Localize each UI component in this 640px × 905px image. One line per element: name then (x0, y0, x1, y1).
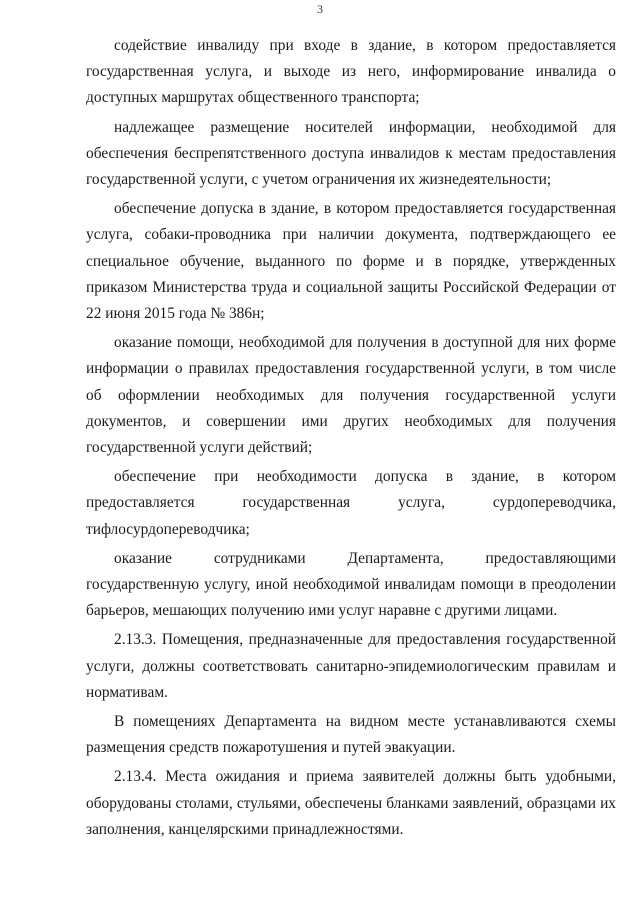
paragraph: 2.13.3. Помещения, предназначенные для предоставления государственной услуги, должны соответствовать санитарно-эпидемиологическим правилам и нормативам. (86, 631, 616, 701)
document-body (86, 33, 616, 846)
paragraph: оказание помощи, необходимой для получения в доступной для них форме информации о правилах предоставления государственной услуги, в том числе об оформлении необходимых для получения государственной услуги документов, и совершении ими других необходимых для получения государственной услуги действий; (86, 334, 616, 457)
paragraph: оказание сотрудниками Департамента, предоставляющими государственную услугу, иной необходимой инвалидам помощи в преодолении барьеров, мешающих получению ими услуг наравне с другими лицами. (86, 549, 616, 620)
paragraph: 2.13.4. Места ожидания и приема заявителей должны быть удобными, оборудованы столами, стульями, обеспечены бланками заявлений, образцами их заполнения, канцелярскими принадлежностями. (86, 768, 616, 838)
paragraph: надлежащее размещение носителей информации, необходимой для обеспечения беспрепятственного доступа инвалидов к местам предоставления государственной услуги, с учетом ограничения их жизнедеятельности; (86, 118, 616, 189)
page-number: 3 (317, 2, 323, 16)
paragraph: содействие инвалиду при входе в здание, в котором предоставляется государственная услуга, и выходе из него, информирование инвалида о доступных маршрутах общественного транспорта; (86, 37, 616, 107)
paragraph: обеспечение при необходимости допуска в здание, в котором предоставляется государственная услуга, сурдопереводчика, тифлосурдопереводчика; (86, 468, 616, 538)
paragraph: В помещениях Департамента на видном месте устанавливаются схемы размещения средств пожаротушения и путей эвакуации. (86, 713, 616, 757)
paragraph: обеспечение допуска в здание, в котором предоставляется государственная услуга, собаки-проводника при наличии документа, подтверждающего ее специальное обучение, выданного по форме и в порядке, утвержденных приказом Министерства труда и социальной защиты Российской Федерации от 22 июня 2015 года № 386н; (86, 200, 616, 323)
